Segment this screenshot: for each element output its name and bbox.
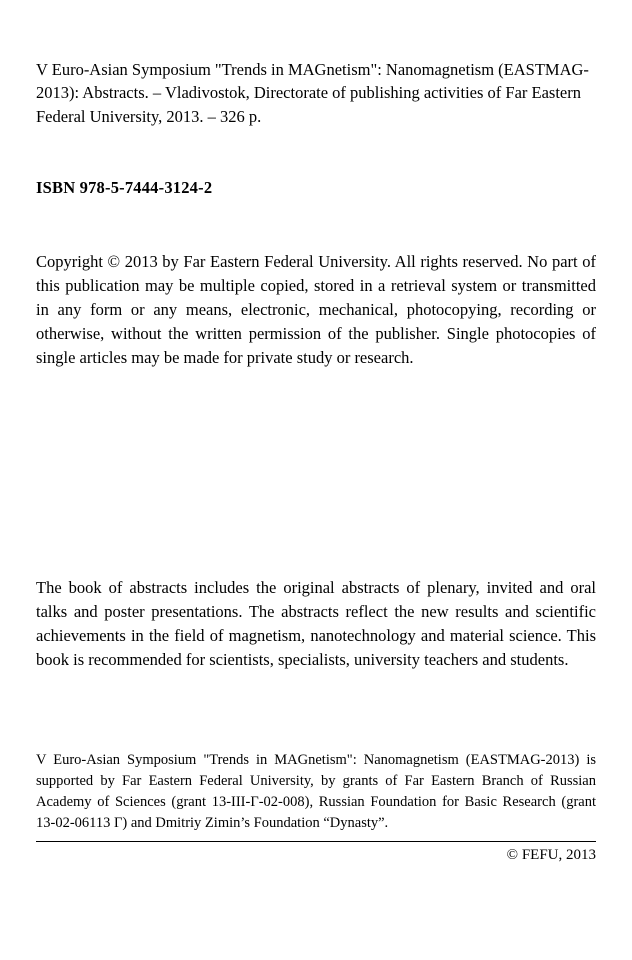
copyright-notice: Copyright © 2013 by Far Eastern Federal University. All rights reserved. No part of this publication may be multiple copied, stored in a retrieval system or transmitted in any form or any means, electronic, mechanical, photocopying, recording or otherwise, without the written permission of the publisher. Single photocopies of single articles may be made for private study or research. <box>36 252 596 367</box>
book-annotation: The book of abstracts includes the original abstracts of plenary, invited and oral talks and poster presentations. The abstracts reflect the new results and scientific achievements in the field of magnetism, nanotechnology and material science. This book is recommended for scientists, specialists, university teachers and students. <box>36 577 596 669</box>
publisher-copyright: © FEFU, 2013 <box>506 846 596 863</box>
bibliographic-description: V Euro-Asian Symposium "Trends in MAGnetism": Nanomagnetism (EASTMAG-2013): Abstracts. – Vladivostok, Directorate of publishing activities of Far Eastern Federal University, 2013. – 326 p. <box>36 60 589 126</box>
footer-divider <box>36 841 596 842</box>
isbn-number: ISBN 978-5-7444-3124-2 <box>36 178 213 198</box>
support-acknowledgement: V Euro-Asian Symposium "Trends in MAGnetism": Nanomagnetism (EASTMAG-2013) is supported by Far Eastern Federal University, by grants of Far Eastern Branch of Russian Academy of Sciences (grant 13-III-Г-02-008), Russian Foundation for Basic Research (grant 13-02-06113 Г) and Dmitriy Zimin’s Foundation “Dynasty”. <box>36 751 596 831</box>
